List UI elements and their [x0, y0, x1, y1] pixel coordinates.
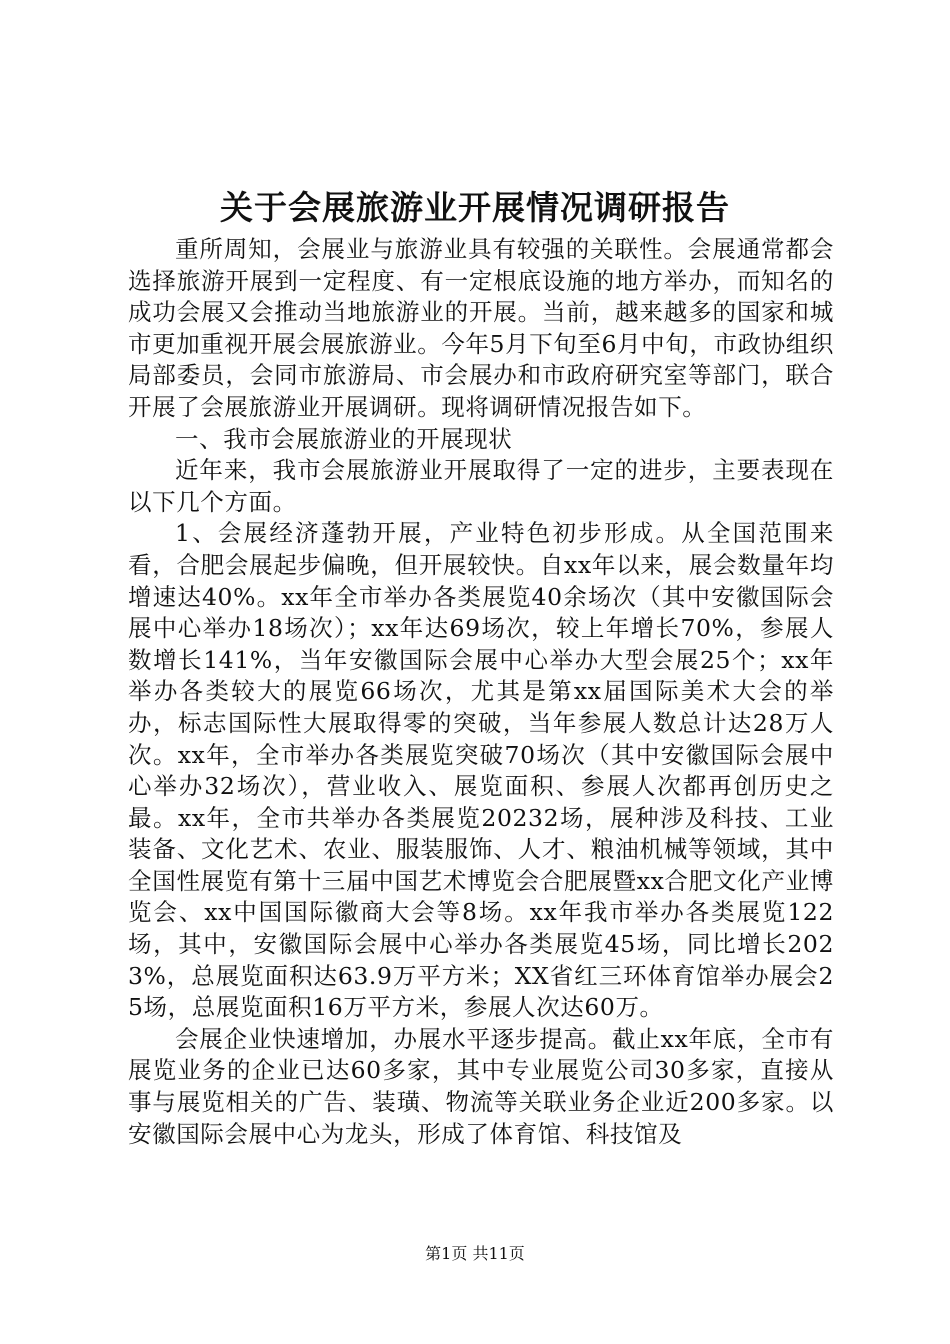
- point-1-paragraph: 1、会展经济蓬勃开展，产业特色初步形成。从全国范围来看，合肥会展起步偏晚，但开展较快。自xx年以来，展会数量年均增速达40%。xx年全市举办各类展览40余场次（其中安徽国际会展中心举办18场次）；xx年达69场次，较上年增长70%，参展人数增长141%，当年安徽国际会展中心举办大型会展25个；xx年举办各类较大的展览66场次，尤其是第xx届国际美术大会的举办，标志国际性大展取得零的突破，当年参展人数总计达28万人次。xx年，全市举办各类展览突破70场次（其中安徽国际会展中心举办32场次），营业收入、展览面积、参展人次都再创历史之最。xx年，全市共举办各类展览20232场，展种涉及科技、工业装备、文化艺术、农业、服装服饰、人才、粮油机械等领域，其中全国性展览有第十三届中国艺术博览会合肥展暨xx合肥文化产业博览会、xx中国国际徽商大会等8场。xx年我市举办各类展览122场，其中，安徽国际会展中心举办各类展览45场，同比增长2023%，总展览面积达63.9万平方米；XX省红三环体育馆举办展会25场，总展览面积16万平方米，参展人次达60万。: [128, 519, 834, 1022]
- page-number-footer: 第1页 共11页: [425, 1244, 525, 1263]
- overview-paragraph: 近年来，我市会展旅游业开展取得了一定的进步，主要表现在以下几个方面。: [128, 456, 834, 516]
- document-body: [128, 234, 834, 1150]
- section-heading: 一、我市会展旅游业的开展现状: [175, 424, 513, 453]
- intro-paragraph: 重所周知，会展业与旅游业具有较强的关联性。会展通常都会选择旅游开展到一定程度、有一定根底设施的地方举办，而知名的成功会展又会推动当地旅游业的开展。当前，越来越多的国家和城市更加重视开展会展旅游业。今年5月下旬至6月中旬，市政协组织局部委员，会同市旅游局、市会展办和市政府研究室等部门，联合开展了会展旅游业开展调研。现将调研情况报告如下。: [128, 235, 834, 421]
- document-title: 关于会展旅游业开展情况调研报告: [220, 188, 730, 227]
- enterprise-paragraph: 会展企业快速增加，办展水平逐步提高。截止xx年底，全市有展览业务的企业已达60多家，其中专业展览公司30多家，直接从事与展览相关的广告、装璜、物流等关联业务企业近200多家。以安徽国际会展中心为龙头，形成了体育馆、科技馆及: [128, 1024, 834, 1148]
